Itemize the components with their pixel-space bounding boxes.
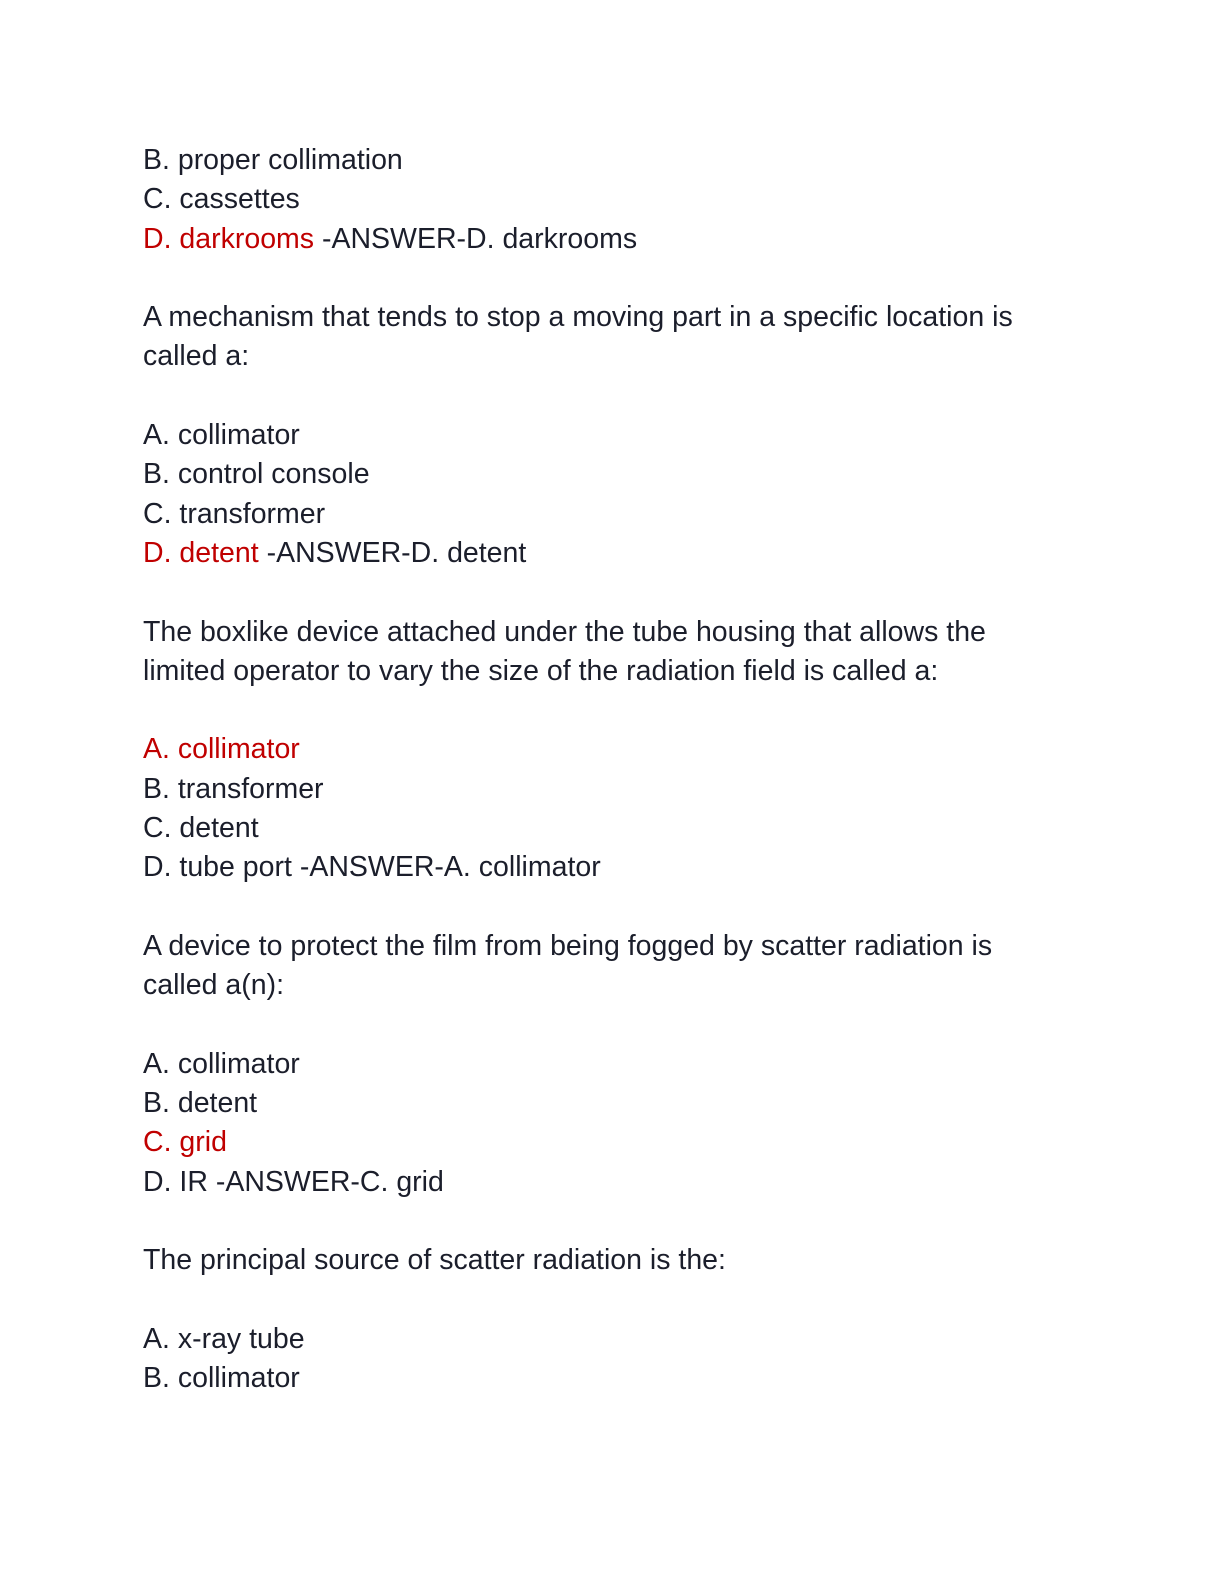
option-text: C. detent [143,812,259,845]
spacer [143,377,1103,416]
answer-option [143,1123,1103,1162]
answer-option [143,1320,1103,1359]
answer-option [143,141,1103,180]
spacer [143,573,1103,612]
answer-key-text: -ANSWER-C. grid [207,1165,444,1198]
question-block [143,141,1103,259]
answer-option [143,495,1103,534]
answer-option [143,730,1103,769]
spacer [143,888,1103,927]
option-text: B. control console [143,458,370,491]
option-text: C. transformer [143,497,326,530]
question-block [143,888,1103,1202]
answer-option [143,770,1103,809]
answer-key-text: -ANSWER-A. collimator [291,851,601,884]
answer-option [143,416,1103,455]
question-text: A mechanism that tends to stop a moving part in a specific location is [143,301,1013,334]
option-text: D. tube port [143,851,292,884]
spacer [143,691,1103,730]
correct-option-text: D. detent [143,536,259,569]
question-block [143,1202,1103,1398]
question-text: called a(n): [143,969,284,1002]
option-text: D. IR [143,1165,208,1198]
correct-option-text: D. darkrooms [143,222,315,255]
option-text: B. proper collimation [143,144,403,176]
option-text: B. collimator [143,1362,300,1395]
answer-option [143,848,1103,887]
option-text: B. detent [143,1087,258,1120]
question-block [143,573,1103,887]
question-block [143,259,1103,573]
option-text: A. collimator [143,1047,300,1080]
option-text: B. transformer [143,772,324,805]
answer-option [143,1163,1103,1202]
question-text: The principal source of scatter radiation is the: [143,1244,726,1277]
question-text: A device to protect the film from being fogged by scatter radiation is [143,929,993,962]
question-text: limited operator to vary the size of the radiation field is called a: [143,654,939,687]
correct-option-text: A. collimator [143,733,300,766]
spacer [143,1006,1103,1045]
answer-option [143,1084,1103,1123]
question-text: called a: [143,340,250,373]
spacer [143,1281,1103,1320]
answer-key-text: -ANSWER-D. detent [258,536,527,569]
option-text: A. collimator [143,419,300,452]
answer-option [143,809,1103,848]
spacer [143,259,1103,298]
answer-option [143,455,1103,494]
answer-option [143,534,1103,573]
correct-option-text: C. grid [143,1126,227,1159]
option-text: A. x-ray tube [143,1322,305,1355]
answer-option [143,1359,1103,1398]
answer-option [143,220,1103,259]
spacer [143,1202,1103,1241]
answer-key-text: -ANSWER-D. darkrooms [314,222,638,255]
answer-option [143,180,1103,219]
option-text: C. cassettes [143,183,300,216]
question-text: The boxlike device attached under the tube housing that allows the [143,615,986,648]
document-page [143,141,1103,1399]
answer-option [143,1045,1103,1084]
